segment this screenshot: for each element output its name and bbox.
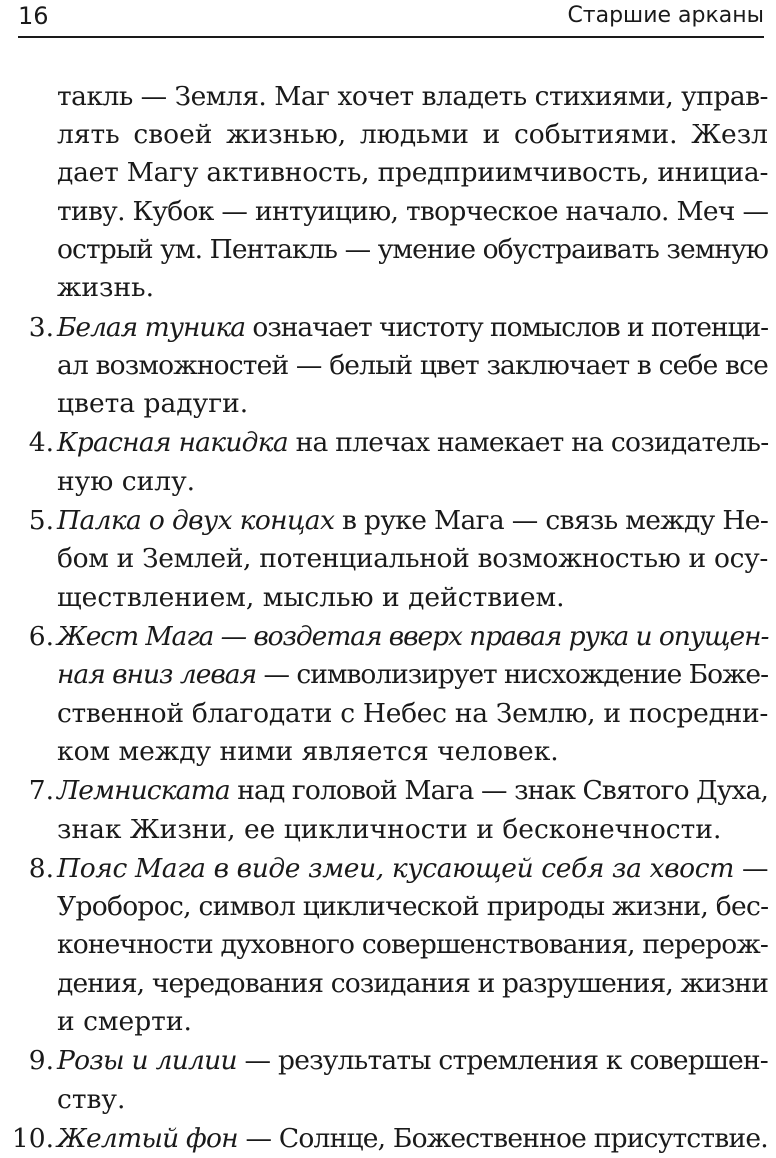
item-first-line — [57, 850, 768, 888]
item-text: — — [733, 853, 769, 885]
item-line: дения, чередования созидания и разрушения, жизни — [57, 967, 768, 999]
running-head: Старшие арканы — [567, 3, 764, 28]
item-term: Желтый фон — [57, 1123, 238, 1155]
list-item — [0, 1120, 776, 1158]
list-item — [0, 618, 776, 656]
item-line — [57, 656, 768, 694]
text-line — [0, 888, 776, 926]
text-line — [0, 463, 776, 501]
list-item — [0, 424, 776, 462]
paragraph-line: острый ум. Пентакль — умение обустраивать земную — [57, 233, 768, 265]
item-line: ству. — [57, 1083, 126, 1115]
item-line: бом и Землей, потенциальной возможностью и осу- — [57, 543, 768, 575]
item-term: Розы и лилии — [57, 1045, 237, 1077]
item-number: 6. — [28, 621, 54, 653]
item-text: — символизирует нисхождение Боже- — [256, 659, 768, 691]
item-line: ществлением, мыслью и действием. — [57, 581, 565, 613]
item-term-continued: ная вниз левая — [57, 659, 257, 691]
text-line — [0, 656, 776, 694]
item-line: ственной благодати с Небес на Землю, и посредни- — [57, 697, 768, 729]
item-first-line — [57, 502, 768, 540]
list-item — [0, 309, 776, 347]
page-header — [18, 0, 764, 38]
page-number: 16 — [18, 2, 49, 30]
item-term: Палка о двух концах — [57, 505, 335, 537]
item-first-line — [57, 309, 768, 347]
item-first-line — [57, 772, 768, 810]
item-term: Красная накидка — [57, 427, 288, 459]
text-line — [0, 193, 776, 231]
item-number: 5. — [28, 505, 54, 537]
text-line — [0, 695, 776, 733]
text-line — [0, 385, 776, 423]
item-first-line — [57, 618, 768, 656]
paragraph-line: жизнь. — [57, 271, 155, 303]
item-line: конечности духовного совершенствования, перерож- — [57, 929, 768, 961]
paragraph-line: дает Магу активность, предприимчивость, инициа- — [57, 157, 769, 189]
item-text: означает чистоту помыслов и потенци- — [245, 311, 768, 343]
list-item — [0, 1042, 776, 1080]
list-item — [0, 850, 776, 888]
text-line — [0, 579, 776, 617]
item-term: Пояс Мага в виде змеи, кусающей себя за хвост — [57, 853, 734, 885]
text-line — [0, 1081, 776, 1119]
text-line — [0, 78, 776, 116]
text-line — [0, 1003, 776, 1041]
text-line — [0, 965, 776, 1003]
item-text: — Солнце, Божественное присутствие. — [237, 1123, 768, 1155]
item-first-line — [57, 1042, 768, 1080]
item-line: цвета радуги. — [57, 387, 249, 419]
text-line — [0, 540, 776, 578]
list-item — [0, 502, 776, 540]
item-number: 9. — [28, 1045, 54, 1077]
text-line — [0, 269, 776, 307]
item-number: 7. — [28, 775, 54, 807]
paragraph-line: такль — Земля. Маг хочет владеть стихиями, управ- — [57, 81, 768, 112]
item-number: 8. — [28, 853, 54, 885]
item-text: над головой Мага — знак Святого Духа, — [229, 775, 768, 807]
text-line — [0, 347, 776, 385]
paragraph-line: тиву. Кубок — интуицию, творческое начало. Меч — — [57, 195, 769, 227]
text-line — [0, 733, 776, 771]
text-line — [0, 811, 776, 849]
item-number: 3. — [28, 311, 54, 343]
item-number: 10. — [11, 1123, 54, 1155]
item-first-line — [57, 1120, 768, 1158]
item-first-line — [57, 424, 768, 462]
item-text: на плечах намекает на созидатель- — [287, 427, 769, 459]
item-line: ком между ними является человек. — [57, 735, 559, 767]
item-term: Лемниската — [57, 775, 230, 807]
item-term: Жест Мага — воздетая вверх правая рука и опущен- — [57, 621, 769, 653]
item-line: Уроборос, символ циклической природы жизни, бес- — [57, 891, 769, 923]
item-term: Белая туника — [57, 311, 245, 343]
item-line: ную силу. — [57, 465, 196, 497]
text-line — [0, 116, 776, 154]
item-line: ал возможностей — белый цвет заключает в себе все — [57, 349, 768, 381]
item-text: — результаты стремления к совершен- — [236, 1045, 769, 1077]
text-line — [0, 154, 776, 192]
item-line: знак Жизни, ее цикличности и бесконечности. — [57, 813, 722, 845]
paragraph-line: лять своей жизнью, людьми и событиями. Жезл — [57, 119, 768, 151]
item-text: в руке Мага — связь между Не- — [334, 505, 769, 537]
item-line: и смерти. — [57, 1005, 192, 1037]
text-line — [0, 231, 776, 269]
body-text — [0, 78, 776, 1158]
item-number: 4. — [28, 427, 54, 459]
list-item — [0, 772, 776, 810]
text-line — [0, 926, 776, 964]
